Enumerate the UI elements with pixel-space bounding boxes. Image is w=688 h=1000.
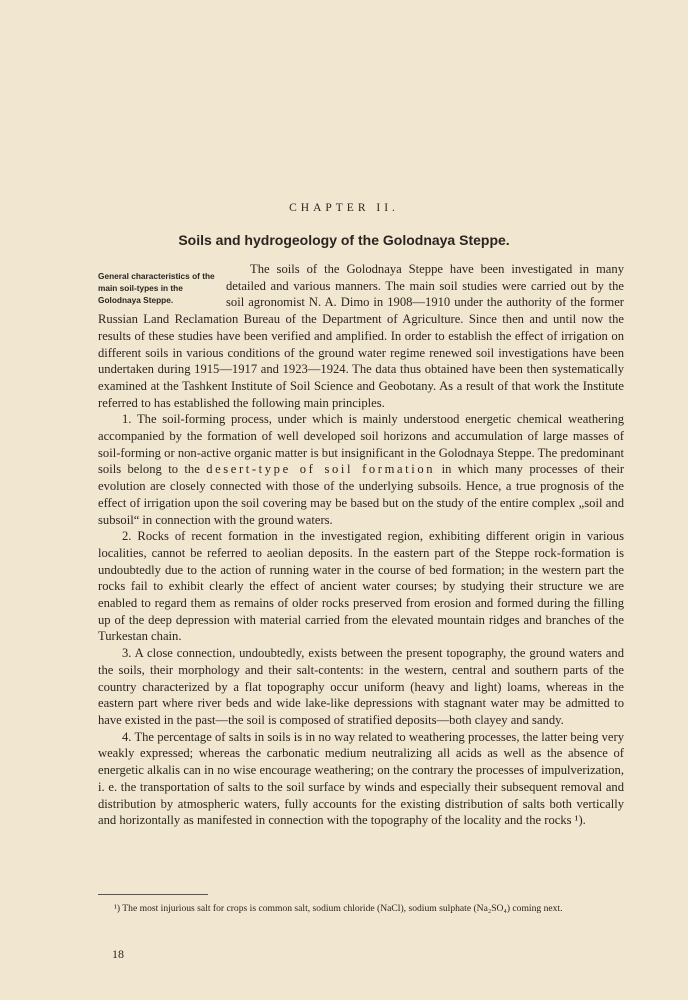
page-title: Soils and hydrogeology of the Golodnaya Steppe. xyxy=(178,232,510,248)
footnote xyxy=(98,902,624,916)
paragraph-1 xyxy=(98,411,624,528)
paragraph-2: 2. Rocks of recent formation in the investigated region, exhibiting different origin in various localities, cannot be referred to aeolian deposits. In the eastern part of the Steppe rock-formation is undoubtedly due to the action of running water in the course of bed formation; in the western part the rocks fail to exhibit clearly the effect of ancient water courses; by studying their structure we are enabled to regard them as remains of older rocks preserved from erosion and formed during the filling up of the deep depression with material carried from the elevated mountain ridges and branches of the Turkestan chain. xyxy=(98,529,624,644)
chapter-heading: CHAPTER II. xyxy=(289,202,399,214)
footnote-divider xyxy=(98,894,208,895)
paragraph-1-text-a: 1. The soil-forming process, under which is mainly understood energetic chemical weathering accompanied by the formation of well developed soil horizons and accumulation of large masses of soil-forming or non-active organic matter is but insignificant in the Golodnaya Steppe. The predominant soils belong to the xyxy=(98,412,624,477)
page-number: 18 xyxy=(112,947,124,961)
paragraph-4: 4. The percentage of salts in soils is in no way related to weathering processes, the latter being very weakly expressed; whereas the carbonatic medium neutralizing all acids as well as the absence of energetic alkalis can in no wise encourage weathering; on the contrary the processes of impulverization, i. e. the transportation of salts to the soil surface by winds and especially their subsequent removal and distribution by atmospheric waters, fully accounts for the existing distribution of salts both vertically and horizontally as manifested in connection with the topography of the locality and the rocks ¹). xyxy=(98,729,624,828)
spaced-emphasis: desert-type of soil formation xyxy=(206,462,436,477)
intro-paragraph: The soils of the Golodnaya Steppe have been investigated in many detailed and various manners. The main soil studies were carried out by the soil agronomist N. A. Dimo in 1908—1910 under the authority of the former Russian Land Reclamation Bureau of the Department of Agriculture. Since then and until now the results of these studies have been verified and amplified. In order to establish the effect of irrigation on different soils in various conditions of the ground water regime renewed soil investigations have been undertaken during 1915—1917 and 1923—1924. The data thus obtained have been then systematically examined at the Tashkent Institute of Soil Science and Geobotany. As a result of that work the Institute referred to has established the following main principles. xyxy=(98,262,624,410)
margin-note: General characteristics of the main soil-types in the Golodnaya Steppe. xyxy=(98,271,215,305)
footnote-text: ¹) The most injurious salt for crops is common salt, sodium chloride (NaCl), sodium sulphate (Na₂SO₄) coming next. xyxy=(114,903,563,914)
paragraph-3: 3. A close connection, undoubtedly, exists between the present topography, the ground waters and the soils, their morphology and their salt-contents: in the western, central and southern parts of the country characterized by a flat topography occur uniform (heavy and light) loams, whereas in the eastern part where river beds and wide lake-like depressions with stagnant water may be admitted to have existed in the past—the soil is composed of stratified deposits—both clayey and sandy. xyxy=(98,646,624,727)
paragraph-1-text-b: in which many processes of their evolution are closely connected with those of the underlying subsoils. Hence, a true prognosis of the effect of irrigation upon the soil covering may be based but on the study of the entire complex „soil and subsoil“ in connection with the ground waters. xyxy=(98,462,625,527)
body-text xyxy=(98,261,624,829)
